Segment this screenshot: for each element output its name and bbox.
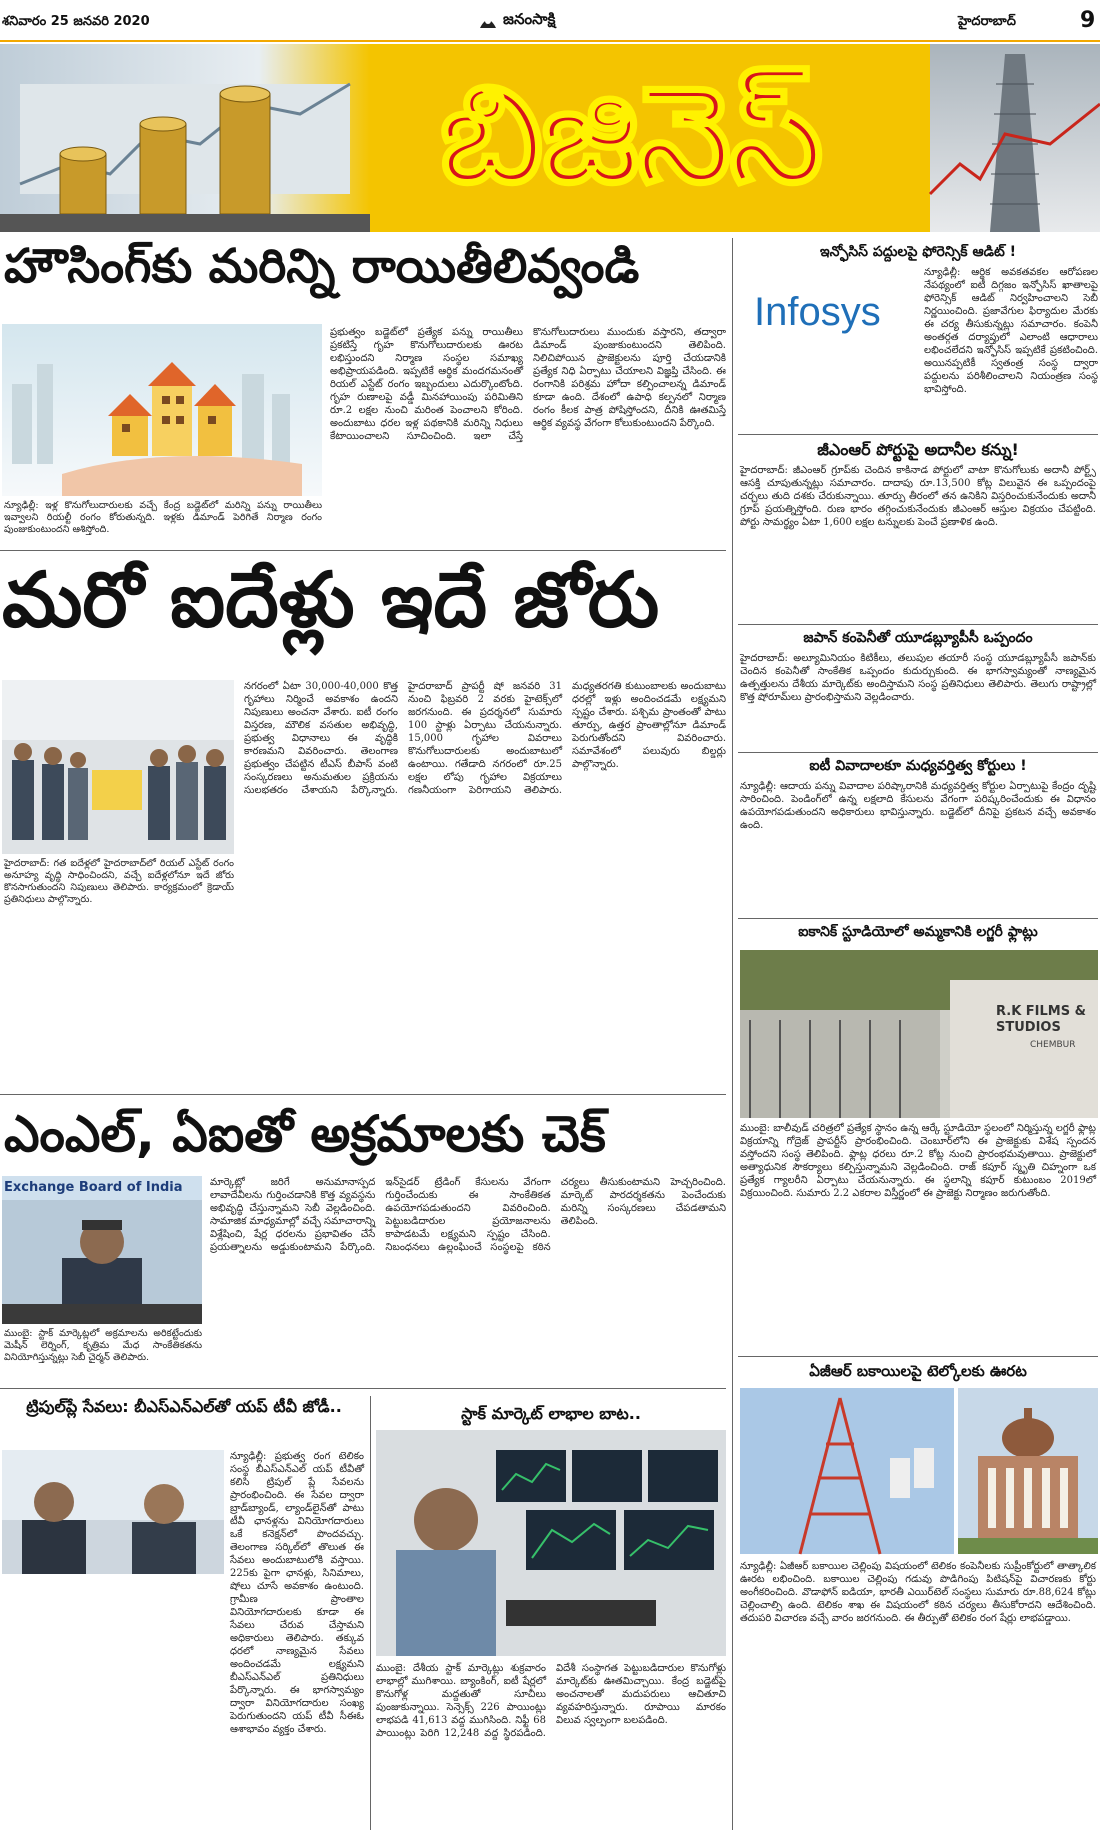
- sidebar-s3-body: హైదరాబాద్: అల్యూమినియం కిటికీలు, తలుపుల తయారీ సంస్థ యూడబ్ల్యూపీసీ జపాన్‌కు చెందిన కంపెనీతో సాంకేతిక ఒప్పందం కుదుర్చుకుంది. ఈ భాగస్వామ్యంతో నాణ్యమైన ఉత్పత్తులను దేశీయ మార్కెట్‌కు అందిస్తామని సంస్థ ప్రతినిధులు తెలిపారు. తెలుగు రాష్ట్రాల్లో కొత్త షోరూమ్‌లు ప్రారంభిస్తామని వెల్లడించారు.: [740, 653, 1096, 703]
- story1-body: ప్రభుత్వం బడ్జెట్‌లో ప్రత్యేక పన్ను రాయితీలు ప్రకటిస్తే గృహ కొనుగోలుదారులకు ఊరట లభిస్తుందని నిర్మాణ సంస్థల సమాఖ్య అభిప్రాయపడింది. ఇప్పటికే ఆర్థిక మందగమనంతో రియల్ ఎస్టేట్ రంగం ఇబ్బందులు ఎదుర్కొంటోంది. గృహ రుణాలపై వడ్డీ మినహాయింపు పరిమితిని రూ.2 లక్షల నుంచి మరింత పెంచాలని కోరింది. అందుబాటు ధరల ఇళ్ల పథకానికి మరిన్ని నిధులు కేటాయించాలని సూచించింది. ఇలా చేస్తే కొనుగోలుదారులు ముందుకు వస్తారని, తద్వారా డిమాండ్ పుంజుకుంటుందని తెలిపింది. నిలిచిపోయిన ప్రాజెక్టులను పూర్తి చేయడానికి ప్రత్యేక నిధి ఏర్పాటు చేయాలని విజ్ఞప్తి చేసింది. ఈ రంగానికి పరిశ్రమ హోదా కల్పించాలన్న డిమాండ్ కూడా ఉంది. దేశంలో ఉపాధి కల్పనలో నిర్మాణ రంగం కీలక పాత్ర పోషిస్తోందని, దీనికి ఊతమిస్తే ఆర్థిక వ్యవస్థ వేగంగా కోలుకుంటుందని పేర్కొంది.: [330, 327, 726, 442]
- story2-body: నగరంలో ఏటా 30,000-40,000 కొత్త గృహాలు నిర్మించే అవకాశం ఉందని నిపుణులు అంచనా వేశారు. ఐటీ రంగం విస్తరణ, మౌలిక వసతుల అభివృద్ధి, ప్రభుత్వ విధానాలు ఈ వృద్ధికి కారణమని వివరించారు. తెలంగాణ ప్రభుత్వం చేపట్టిన టీఎస్ బీపాస్ వంటి సంస్కరణలు అనుమతుల ప్రక్రియను సులభతరం చేశాయని పేర్కొన్నారు. హైదరాబాద్ ప్రాపర్టీ షో జనవరి 31 నుంచి ఫిబ్రవరి 2 వరకు హైటెక్స్‌లో జరగనుంది. ఈ ప్రదర్శనలో సుమారు 100 స్టాళ్లు ఏర్పాటు చేయనున్నారు. 15,000 గృహాల వివరాలు కొనుగోలుదారులకు అందుబాటులో ఉంటాయి. గతేడాది నగరంలో రూ.25 లక్షల లోపు గృహాల విక్రయాలు గణనీయంగా పెరిగాయని తెలిపారు. మధ్యతరగతి కుటుంబాలకు అందుబాటు ధరల్లో ఇళ్లు అందించడమే లక్ష్యమని స్పష్టం చేశారు. పశ్చిమ ప్రాంతంతో పాటు తూర్పు, ఉత్తర ప్రాంతాల్లోనూ డిమాండ్ పెరుగుతోందని వివరించారు. సమావేశంలో పలువురు బిల్డర్లు పాల్గొన్నారు.: [244, 681, 726, 796]
- stock-exchange-building-icon: [930, 44, 1100, 232]
- story1-caption: న్యూఢిల్లీ: ఇళ్ల కొనుగోలుదారులకు వచ్చే కేంద్ర బడ్జెట్‌లో మరిన్ని పన్ను రాయితీలు ఇవ్వాలని రియల్టీ రంగం కోరుతున్నది. ఇళ్లకు డిమాండ్ పెరిగితే నిర్మాణ రంగం పుంజుకుంటుందని ఆశిస్తోంది.: [4, 500, 322, 535]
- story3-caption: ముంబై: స్టాక్ మార్కెట్లలో అక్రమాలను అరికట్టేందుకు మెషీన్ లెర్నింగ్, కృత్రిమ మేధ సాంకేతికతను వినియోగిస్తున్నట్లు సెబీ చైర్మన్ తెలిపారు.: [4, 1328, 202, 1363]
- story5-body: ముంబై: దేశీయ స్టాక్ మార్కెట్లు శుక్రవారం లాభాల్లో ముగిశాయి. బ్యాంకింగ్, ఐటీ షేర్లలో కొనుగోళ్ల మద్దతుతో సూచీలు పుంజుకున్నాయి. సెన్సెక్స్ 226 పాయింట్లు లాభపడి 41,613 వద్ద ముగిసింది. నిఫ్టీ 68 పాయింట్లు పెరిగి 12,248 వద్ద స్థిరపడింది. విదేశీ సంస్థాగత పెట్టుబడిదారుల కొనుగోళ్లు మార్కెట్‌కు ఊతమిచ్చాయి. కేంద్ర బడ్జెట్‌పై అంచనాలతో మదుపరులు ఆచితూచి వ్యవహరిస్తున్నారు. రూపాయి మారకం విలువ స్వల్పంగా బలపడింది.: [376, 1663, 726, 1739]
- rk-studio-sign-location: CHEMBUR: [1030, 1040, 1076, 1050]
- issue-date: శనివారం 25 జనవరి 2020: [2, 14, 150, 29]
- banner-right-image: [930, 44, 1100, 232]
- masthead-logo: [478, 10, 555, 32]
- infosys-logo-photo: [740, 266, 918, 362]
- story4-headline: ట్రిపుల్‌ప్లే సేవలు: బీఎస్ఎన్ఎల్‌తో యప్ టీవీ జోడీ..: [26, 1397, 342, 1416]
- story2-caption: హైదరాబాద్: గత ఐదేళ్లలో హైదరాబాద్‌లో రియల్ ఎస్టేట్ రంగం అనూహ్య వృద్ధి సాధించిందని, వచ్చే ఐదేళ్లలోనూ ఇదే జోరు కొనసాగుతుందని నిపుణులు తెలిపారు. కార్యక్రమంలో క్రెడాయ్ ప్రతినిధులు పాల్గొన్నారు.: [4, 858, 234, 905]
- sebi-photo: [2, 1176, 202, 1324]
- telecom-tower-photo: [740, 1388, 954, 1554]
- houses-on-hand-icon: [2, 324, 322, 496]
- sebi-photo-sign: Exchange Board of India: [4, 1180, 183, 1195]
- housing-photo: [2, 324, 322, 496]
- sidebar-s6-headline: ఏజీఆర్ బకాయిలపై టెల్కోలకు ఊరట: [809, 1362, 1027, 1380]
- sidebar-s5-body: ముంబై: బాలీవుడ్ చరిత్రలో ప్రత్యేక స్థానం ఉన్న ఆర్కే స్టూడియో స్థలంలో నిర్మిస్తున్న లగ్జరీ ఫ్లాట్ల విక్రయాన్ని గోద్రెజ్ ప్రాపర్టీస్ ప్రారంభించింది. చెంబూర్‌లోని ఈ ప్రాజెక్టుకు విశేష స్పందన వస్తోందని సంస్థ తెలిపింది. ఫ్లాట్ల ధరలు రూ.2 కోట్ల నుంచి ప్రారంభమవుతాయి. ప్రాజెక్టులో అత్యాధునిక సౌకర్యాలు కల్పిస్తున్నామని వెల్లడించింది. రాజ్ కపూర్ స్మృతి చిహ్నంగా ఒక ప్రత్యేక గ్యాలరీని ఏర్పాటు చేయనున్నారు. ఈ స్థలాన్ని కపూర్ కుటుంబం 2019లో విక్రయించింది. సుమారు 2.2 ఎకరాల విస్తీర్ణంలో ఈ ప్రాజెక్టు నిర్మాణం జరుగుతోంది.: [740, 1123, 1096, 1199]
- two-speakers-icon: [2, 1450, 224, 1574]
- page-number: 9: [1080, 8, 1096, 33]
- bsnl-photo: [2, 1450, 224, 1574]
- sidebar-s2-body: హైదరాబాద్: జీఎంఆర్ గ్రూప్‌కు చెందిన కాకినాడ పోర్టులో వాటా కొనుగోలుకు అదానీ పోర్ట్స్ ఆసక్తి చూపుతున్నట్లు సమాచారం. దాదాపు రూ.13,500 కోట్ల విలువైన ఈ ఒప్పందంపై చర్చలు తుది దశకు చేరుకున్నాయి. తూర్పు తీరంలో తన ఉనికిని విస్తరించుకునేందుకు అదానీ గ్రూప్ ప్రయత్నిస్తోంది. రుణ భారం తగ్గించుకునేందుకు జీఎంఆర్ ఆస్తుల విక్రయం చేపట్టింది. పోర్టు సామర్థ్యం ఏటా 1,600 లక్షల టన్నులకు పెంచే ప్రణాళిక ఉంది.: [740, 465, 1096, 528]
- sidebar-s1-headline: ఇన్ఫోసిస్ పద్దులపై ఫోరెన్సిక్ ఆడిట్ !: [819, 244, 1017, 260]
- coins-icon: [0, 44, 370, 232]
- banner-title: బిజినెస్: [440, 57, 822, 213]
- story2-body-bottom-left: [4, 960, 234, 1084]
- trader-monitors-icon: [376, 1430, 726, 1656]
- story1-headline: హౌసింగ్‌కు మరిన్ని రాయితీలివ్వండి: [4, 239, 640, 294]
- sidebar-s1-body: న్యూఢిల్లీ: ఆర్థిక అవకతవకల ఆరోపణల నేపథ్యంలో ఐటీ దిగ్గజం ఇన్ఫోసిస్ ఖాతాలపై ఫోరెన్సిక్ ఆడిట్ నిర్వహించాలని సెబీ నిర్ణయించింది. ప్రజావేగుల ఫిర్యాదుల మేరకు ఈ చర్య తీసుకున్నట్లు సమాచారం. కంపెనీ అంతర్గత దర్యాప్తులో ఎలాంటి ఆధారాలు లభించలేదని ఇన్ఫోసిస్ ఇప్పటికే ప్రకటించింది. అయినప్పటికీ స్వతంత్ర సంస్థ ద్వారా పద్దులను పరిశీలించాలని నియంత్రణ సంస్థ భావిస్తోంది.: [924, 267, 1098, 395]
- page-header: [0, 0, 1100, 44]
- story4-body-continued: [4, 1580, 364, 1830]
- story5-headline: స్టాక్ మార్కెట్ లాభాల బాట..: [461, 1404, 641, 1423]
- story3-headline: ఎంఎల్, ఏఐతో అక్రమాలకు చెక్: [4, 1105, 606, 1163]
- story4-body: న్యూఢిల్లీ: ప్రభుత్వ రంగ టెలికం సంస్థ బీఎస్ఎన్ఎల్ యప్ టీవీతో కలిసి ట్రిపుల్ ప్లే సేవలను ప్రారంభించింది. ఈ సేవల ద్వారా బ్రాడ్‌బ్యాండ్, ల్యాండ్‌లైన్‌తో పాటు టీవీ ఛానళ్లను వినియోగదారులు ఒకే కనెక్షన్‌లో పొందవచ్చు. తెలంగాణ సర్కిల్‌లో తొలుత ఈ సేవలు అందుబాటులోకి వస్తాయి. 225కు పైగా ఛానళ్లు, సినిమాలు, షోలు చూసే అవకాశం ఉంటుంది. గ్రామీణ ప్రాంతాల వినియోగదారులకు కూడా ఈ సేవలు చేరువ చేస్తామని అధికారులు తెలిపారు. తక్కువ ధరలో నాణ్యమైన సేవలు అందించడమే లక్ష్యమని బీఎస్ఎన్ఎల్ ప్రతినిధులు పేర్కొన్నారు. ఈ భాగస్వామ్యం ద్వారా వినియోగదారుల సంఖ్య పెరుగుతుందని యప్ టీవీ సీఈఓ ఆశాభావం వ్యక్తం చేశారు.: [230, 1451, 364, 1735]
- supreme-court-building-icon: [958, 1388, 1098, 1554]
- logo-text: జనంసాక్షి: [503, 10, 556, 28]
- speaker-icon: [2, 1176, 202, 1324]
- sidebar-s6-body: న్యూఢిల్లీ: ఏజీఆర్ బకాయిల చెల్లింపు విషయంలో టెలికం కంపెనీలకు సుప్రీంకోర్టులో తాత్కాలిక ఊరట లభించింది. బకాయిల చెల్లింపు గడువు పొడిగింపు పిటిషన్‌పై విచారణకు కోర్టు అంగీకరించింది. వొడాఫోన్ ఐడియా, భారతీ ఎయిర్‌టెల్ సంస్థలు సుమారు రూ.88,624 కోట్లు చెల్లించాల్సి ఉంది. టెలికం శాఖ ఈ విషయంలో కఠిన చర్యలు తీసుకోరాదని ఆదేశించింది. తదుపరి విచారణ వచ్చే వారం జరగనుంది. ఈ తీర్పుతో టెలికం రంగ షేర్లు లాభపడ్డాయి.: [740, 1561, 1096, 1624]
- stock-trader-photo: [376, 1430, 726, 1656]
- sidebar-s3-headline: జపాన్ కంపెనీతో యూడబ్ల్యూపీసీ ఒప్పందం: [803, 630, 1033, 646]
- logo-mark-icon: [478, 12, 498, 30]
- infosys-logo: Infosys: [754, 290, 881, 334]
- press-meet-photo: [2, 680, 234, 854]
- story3-body: మార్కెట్లో జరిగే అనుమానాస్పద లావాదేవీలను గుర్తించడానికి కొత్త వ్యవస్థను అభివృద్ధి చేస్తున్నామని సెబీ వెల్లడించింది. సామాజిక మాధ్యమాల్లో వచ్చే సమాచారాన్ని విశ్లేషించి, షేర్ల ధరలను ప్రభావితం చేసే ప్రయత్నాలను అడ్డుకుంటామని పేర్కొంది. ఇన్‌సైడర్ ట్రేడింగ్ కేసులను వేగంగా గుర్తించేందుకు ఈ సాంకేతికత ఉపయోగపడుతుందని వివరించింది. పెట్టుబడిదారుల ప్రయోజనాలను కాపాడటమే లక్ష్యమని స్పష్టం చేసింది. నిబంధనలు ఉల్లంఘించే సంస్థలపై కఠిన చర్యలు తీసుకుంటామని హెచ్చరించింది. మార్కెట్ పారదర్శకతను పెంచేందుకు మరిన్ని సంస్కరణలు చేపడతామని తెలిపింది.: [210, 1177, 726, 1253]
- business-banner: [0, 44, 1100, 232]
- sidebar-s5-headline: ఐకానిక్ స్టూడియోలో అమ్మకానికి లగ్జరీ ఫ్లాట్లు: [798, 924, 1038, 940]
- group-photo-icon: [2, 680, 234, 854]
- rk-studio-photo: [740, 950, 1098, 1118]
- sidebar-s4-body: న్యూఢిల్లీ: ఆదాయ పన్ను వివాదాల పరిష్కారానికి మధ్యవర్తిత్వ కోర్టుల ఏర్పాటుపై కేంద్రం దృష్టి సారించింది. పెండింగ్‌లో ఉన్న లక్షలాది కేసులను వేగంగా పరిష్కరించేందుకు ఈ విధానం ఉపయోగపడుతుందని అధికారులు భావిస్తున్నారు. బడ్జెట్‌లో దీనిపై ప్రకటన వచ్చే అవకాశం ఉంది.: [740, 781, 1096, 831]
- edition-city: హైదరాబాద్: [958, 14, 1016, 29]
- supreme-court-photo: [958, 1388, 1098, 1554]
- rk-studio-sign: R.K FILMS & STUDIOS: [996, 1004, 1086, 1035]
- sidebar-s2-headline: జీఎంఆర్ పోర్టుపై అదానీల కన్ను!: [817, 440, 1019, 459]
- story2-headline: మరో ఐదేళ్లు ఇదే జోరు: [2, 555, 660, 644]
- banner-left-image: [0, 44, 370, 232]
- telecom-tower-icon: [740, 1388, 954, 1554]
- sidebar-s4-headline: ఐటీ వివాదాలకూ మధ్యవర్తిత్వ కోర్టులు !: [809, 758, 1027, 774]
